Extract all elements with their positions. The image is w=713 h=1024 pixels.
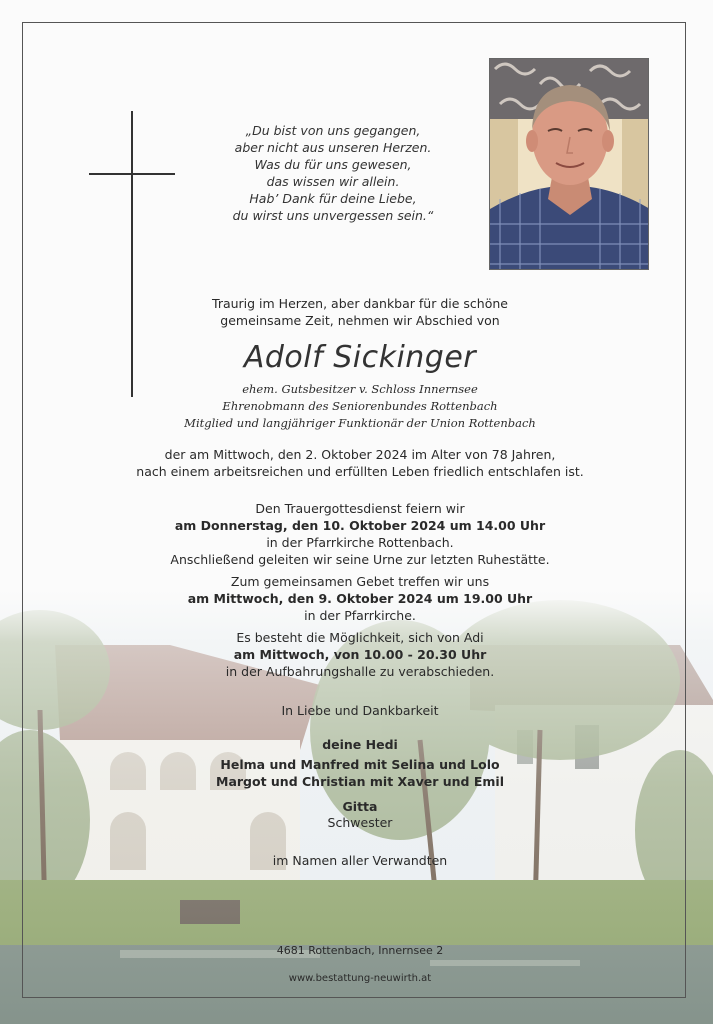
poem-line: aber nicht aus unseren Herzen. xyxy=(234,140,432,155)
mourner-family-2: Margot und Christian mit Xaver und Emil xyxy=(216,774,504,789)
death-notice xyxy=(100,446,620,480)
viewing-line: Es besteht die Möglichkeit, sich von Adi xyxy=(236,630,484,645)
poem-line: du wirst uns unvergessen sein.“ xyxy=(232,208,434,223)
poem-line: das wissen wir allein. xyxy=(266,174,400,189)
title-line: Ehrenobmann des Seniorenbundes Rottenbach xyxy=(222,399,498,413)
title-line: Mitglied und langjähriger Funktionär der Union Rottenbach xyxy=(184,416,536,430)
intro-line: gemeinsame Zeit, nehmen wir Abschied von xyxy=(220,313,500,328)
funeral-line: Den Trauergottesdienst feiern wir xyxy=(255,501,465,516)
mourner-sister-name: Gitta xyxy=(342,799,378,814)
viewing-notice xyxy=(100,629,620,680)
poem-line: Hab’ Dank für deine Liebe, xyxy=(249,191,417,206)
mourner-family-1: Helma und Manfred mit Selina und Lolo xyxy=(220,757,500,772)
title-line: ehem. Gutsbesitzer v. Schloss Innernsee xyxy=(242,382,478,396)
intro-text xyxy=(160,295,560,329)
mourner-sister-role: Schwester xyxy=(327,815,393,830)
portrait-photo xyxy=(489,58,649,270)
viewing-line: in der Aufbahrungshalle zu verabschieden. xyxy=(225,664,495,679)
mourner-wife: deine Hedi xyxy=(322,737,398,752)
poem-line: „Du bist von uns gegangen, xyxy=(245,123,421,138)
deceased-titles xyxy=(120,381,600,432)
memorial-poem xyxy=(218,122,448,224)
poem-line: Was du für uns gewesen, xyxy=(254,157,412,172)
mourners-closing: im Namen aller Verwandten xyxy=(272,853,448,868)
cross-icon-bar xyxy=(89,173,175,175)
prayer-line: Zum gemeinsamen Gebet treffen wir uns xyxy=(230,574,490,589)
footer-address: 4681 Rottenbach, Innernsee 2 xyxy=(276,944,444,957)
funeral-service xyxy=(100,500,620,568)
prayer-notice xyxy=(100,573,620,624)
footer-website[interactable]: www.bestattung-neuwirth.at xyxy=(288,973,432,984)
prayer-line: in der Pfarrkirche. xyxy=(304,608,416,623)
intro-line: Traurig im Herzen, aber dankbar für die schöne xyxy=(212,296,508,311)
cross-icon xyxy=(131,111,133,397)
deceased-name: Adolf Sickinger xyxy=(243,340,477,375)
mourners-intro: In Liebe und Dankbarkeit xyxy=(281,703,439,718)
death-line: der am Mittwoch, den 2. Oktober 2024 im Alter von 78 Jahren, xyxy=(164,447,556,462)
funeral-line: Anschließend geleiten wir seine Urne zur letzten Ruhestätte. xyxy=(170,552,550,567)
death-line: nach einem arbeitsreichen und erfüllten Leben friedlich entschlafen ist. xyxy=(136,464,584,479)
viewing-time: am Mittwoch, von 10.00 - 20.30 Uhr xyxy=(233,647,487,662)
funeral-date: am Donnerstag, den 10. Oktober 2024 um 14.00 Uhr xyxy=(174,518,546,533)
prayer-date: am Mittwoch, den 9. Oktober 2024 um 19.00 Uhr xyxy=(187,591,533,606)
funeral-line: in der Pfarrkirche Rottenbach. xyxy=(266,535,454,550)
